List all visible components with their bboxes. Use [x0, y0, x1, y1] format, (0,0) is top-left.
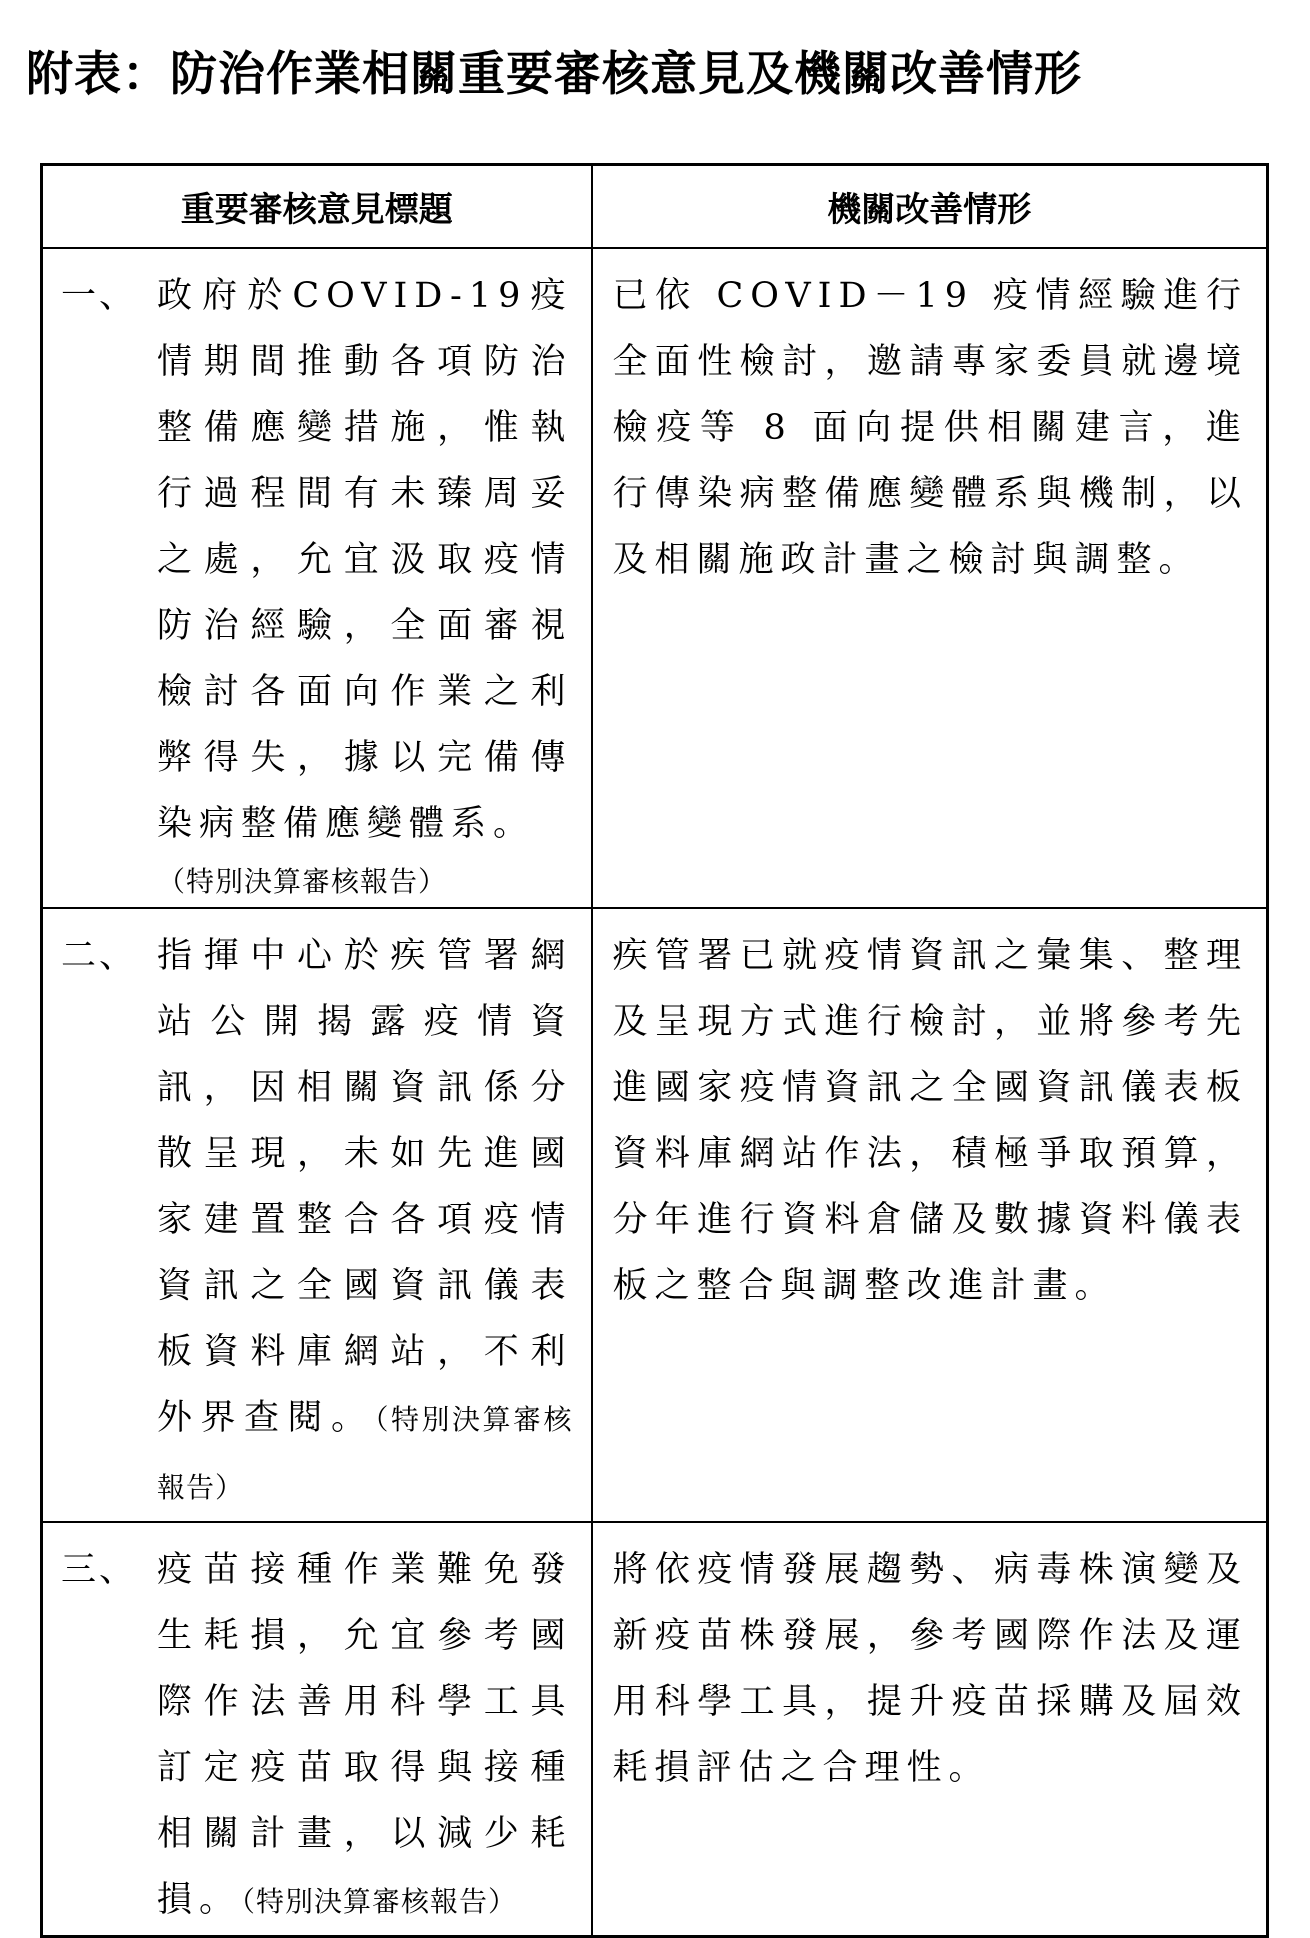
improvement-text: 疾管署已就疫情資訊之彙集、整理及呈現方式進行檢討，並將參考先進國家疫情資訊之全國資訊儀表板資料庫網站作法，積極爭取預算，分年進行資料倉儲及數據資料儀表板之整合與調整改進計畫。 [612, 936, 1248, 1306]
source-note: （特別決算審核報告） [241, 1885, 518, 1918]
audit-opinion-text: 政府於COVID-19疫情期間推動各項防治整備應變措施，惟執行過程間有未臻周妥之處，允宜汲取疫情防治經驗，全面審視檢討各面向作業之利弊得失，據以完備傳染病整備應變體系。 [157, 276, 573, 844]
audit-opinion-table [40, 163, 1269, 1938]
table-row [42, 1522, 1268, 1937]
audit-opinion-text [157, 923, 573, 1521]
improvement-cell [592, 248, 1268, 908]
audit-opinion-body: 指揮中心於疾管署網站公開揭露疫情資訊，因相關資訊係分散呈現，未如先進國家建置整合各項疫情資訊之全國資訊儀表板資料庫網站，不利外界查閱。 [157, 936, 573, 1438]
audit-opinion-cell [42, 248, 592, 908]
audit-opinion-cell [42, 1522, 592, 1937]
improvement-text: 已依 COVID－19 疫情經驗進行全面性檢討，邀請專家委員就邊境檢疫等 8 面向提供相關建言，進行傳染病整備應變體系與機制，以及相關施政計畫之檢討與調整。 [612, 276, 1248, 580]
improvement-cell [592, 1522, 1268, 1937]
audit-opinion-body: 疫苗接種作業難免發生耗損，允宜參考國際作法善用科學工具訂定疫苗取得與接種相關計畫，以減少耗損。 [157, 1550, 573, 1920]
header-agency-improvement: 機關改善情形 [592, 165, 1268, 249]
item-number: 三、 [61, 1550, 138, 1590]
page-title: 附表：防治作業相關重要審核意見及機關改善情形 [26, 47, 1082, 102]
table-row [42, 908, 1268, 1522]
header-audit-opinion: 重要審核意見標題 [42, 165, 592, 249]
table-header-row [42, 165, 1268, 249]
improvement-cell [592, 908, 1268, 1522]
table-row [42, 248, 1268, 908]
source-note: （特別決算審核報告） [157, 865, 448, 898]
audit-opinion-text [157, 1537, 573, 1935]
improvement-text: 將依疫情發展趨勢、病毒株演變及新疫苗株發展，參考國際作法及運用科學工具，提升疫苗採購及屆效耗損評估之合理性。 [612, 1550, 1248, 1788]
audit-opinion-cell [42, 908, 592, 1522]
item-number: 一、 [61, 276, 138, 316]
item-number: 二、 [61, 936, 138, 976]
source-note: （特別決算審核報告） [157, 1403, 573, 1504]
